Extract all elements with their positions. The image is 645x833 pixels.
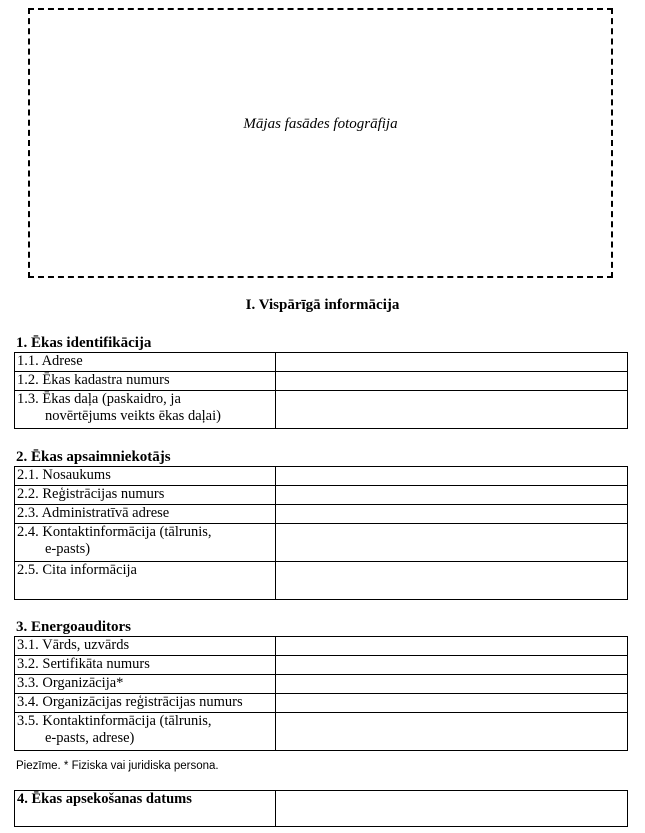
table-row bbox=[15, 467, 628, 486]
manager-name-label: 2.1. Nosaukums bbox=[15, 467, 276, 486]
address-label: 1.1. Adrese bbox=[15, 353, 276, 372]
table-row bbox=[15, 505, 628, 524]
table-row bbox=[15, 562, 628, 600]
section2-title: 2. Ēkas apsaimniekotājs bbox=[16, 449, 171, 465]
registration-number-label: 2.2. Reģistrācijas numurs bbox=[15, 486, 276, 505]
table-row bbox=[15, 486, 628, 505]
certificate-number-field[interactable] bbox=[276, 656, 628, 675]
manager-contact-label-line1: 2.4. Kontaktinformācija (tālrunis, bbox=[17, 524, 212, 540]
manager-contact-field[interactable] bbox=[276, 524, 628, 562]
organization-registration-label: 3.4. Organizācijas reģistrācijas numurs bbox=[15, 694, 276, 713]
table-row bbox=[15, 391, 628, 429]
address-field[interactable] bbox=[276, 353, 628, 372]
manager-contact-label-line2: e-pasts) bbox=[45, 541, 91, 557]
table-row bbox=[15, 637, 628, 656]
auditor-contact-label-line1: 3.5. Kontaktinformācija (tālrunis, bbox=[17, 713, 212, 729]
building-part-label-line1: 1.3. Ēkas daļa (paskaidro, ja bbox=[17, 391, 181, 407]
general-info-title: I. Vispārīgā informācija bbox=[245, 297, 400, 313]
auditor-contact-field[interactable] bbox=[276, 713, 628, 751]
table-row bbox=[15, 656, 628, 675]
table-row bbox=[15, 372, 628, 391]
table-row bbox=[15, 675, 628, 694]
auditor-contact-label bbox=[15, 713, 276, 751]
inspection-date-table bbox=[14, 790, 628, 827]
cadastre-number-field[interactable] bbox=[276, 372, 628, 391]
other-info-field[interactable] bbox=[276, 562, 628, 600]
other-info-label: 2.5. Cita informācija bbox=[15, 562, 276, 600]
organization-registration-field[interactable] bbox=[276, 694, 628, 713]
table-row bbox=[15, 791, 628, 827]
building-part-field[interactable] bbox=[276, 391, 628, 429]
building-identification-table bbox=[14, 352, 628, 429]
building-part-label bbox=[15, 391, 276, 429]
section3-title: 3. Energoauditors bbox=[16, 619, 132, 635]
auditor-contact-label-line2: e-pasts, adrese) bbox=[45, 730, 135, 746]
cadastre-number-label: 1.2. Ēkas kadastra numurs bbox=[15, 372, 276, 391]
energy-auditor-table bbox=[14, 636, 628, 751]
footnote: Piezīme. * Fiziska vai juridiska persona. bbox=[16, 760, 219, 772]
auditor-name-field[interactable] bbox=[276, 637, 628, 656]
organization-label: 3.3. Organizācija* bbox=[15, 675, 276, 694]
table-row bbox=[15, 353, 628, 372]
auditor-name-label: 3.1. Vārds, uzvārds bbox=[15, 637, 276, 656]
administrative-address-field[interactable] bbox=[276, 505, 628, 524]
inspection-date-label: 4. Ēkas apsekošanas datums bbox=[15, 791, 276, 827]
registration-number-field[interactable] bbox=[276, 486, 628, 505]
organization-field[interactable] bbox=[276, 675, 628, 694]
building-manager-table bbox=[14, 466, 628, 600]
administrative-address-label: 2.3. Administratīvā adrese bbox=[15, 505, 276, 524]
inspection-date-field[interactable] bbox=[276, 791, 628, 827]
manager-name-field[interactable] bbox=[276, 467, 628, 486]
certificate-number-label: 3.2. Sertifikāta numurs bbox=[15, 656, 276, 675]
manager-contact-label bbox=[15, 524, 276, 562]
building-part-label-line2: novērtējums veikts ēkas daļai) bbox=[45, 408, 221, 424]
table-row bbox=[15, 524, 628, 562]
table-row bbox=[15, 713, 628, 751]
facade-photo-placeholder bbox=[28, 8, 613, 278]
section1-title: 1. Ēkas identifikācija bbox=[16, 335, 152, 351]
table-row bbox=[15, 694, 628, 713]
facade-photo-label: Mājas fasādes fotogrāfija bbox=[243, 116, 398, 132]
